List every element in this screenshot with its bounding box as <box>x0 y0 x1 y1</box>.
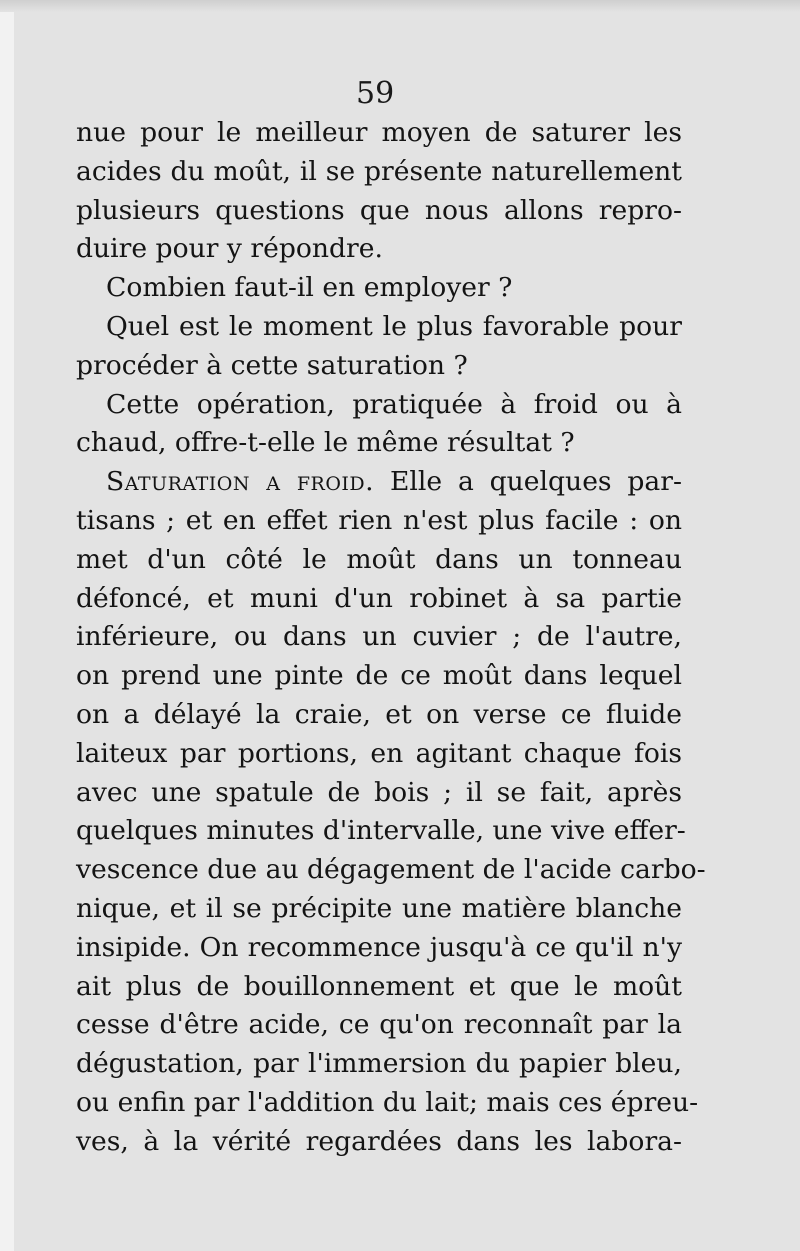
text-line: insipide. On recommence jusqu'à ce qu'il n'y <box>76 931 682 963</box>
question-line: Combien faut-il en employer ? <box>106 272 513 304</box>
text-line: laiteux par portions, en agitant chaque fois <box>76 737 682 769</box>
page-left-margin <box>0 0 14 1251</box>
text-line: chaud, offre-t-elle le même résultat ? <box>76 427 575 459</box>
text-line: nique, et il se précipite une matière blanche <box>76 892 682 924</box>
page-top-shadow <box>0 0 800 12</box>
text-line: dégustation, par l'immersion du papier bleu, <box>76 1048 682 1080</box>
text-line: défoncé, et muni d'un robinet à sa partie <box>76 582 682 614</box>
text-fragment: Elle a quelques par- <box>389 466 682 498</box>
text-line: plusieurs questions que nous allons repro- <box>76 194 682 226</box>
text-line: on a délayé la craie, et on verse ce fluide <box>76 698 682 730</box>
text-line: nue pour le meilleur moyen de saturer les <box>76 117 682 148</box>
text-line: inférieure, ou dans un cuvier ; de l'autre, <box>76 621 682 653</box>
section-heading-line <box>76 463 682 502</box>
text-line: procéder à cette saturation ? <box>76 349 468 381</box>
text-line: cesse d'être acide, ce qu'on reconnaît par la <box>76 1009 682 1041</box>
section-heading: Saturation a froid. <box>106 466 375 498</box>
question-line: Cette opération, pratiquée à froid ou à <box>106 388 682 420</box>
text-line: quelques minutes d'intervalle, une vive effer- <box>76 815 686 847</box>
question-line: Quel est le moment le plus favorable pour <box>106 310 682 342</box>
body-text <box>76 114 706 1162</box>
page-number: 59 <box>356 76 395 111</box>
text-line: on prend une pinte de ce moût dans lequel <box>76 660 682 692</box>
text-line: acides du moût, il se présente naturellement <box>76 155 682 187</box>
text-line: duire pour y répondre. <box>76 233 383 265</box>
text-line: ves, à la vérité regardées dans les labora- <box>76 1125 682 1157</box>
text-line: tisans ; et en effet rien n'est plus facile : on <box>76 504 682 536</box>
text-line: avec une spatule de bois ; il se fait, après <box>76 776 682 808</box>
text-line: met d'un côté le moût dans un tonneau <box>76 543 682 575</box>
text-line: ait plus de bouillonnement et que le moût <box>76 970 682 1002</box>
text-line: ou enfin par l'addition du lait; mais ces épreu- <box>76 1086 699 1118</box>
text-line: vescence due au dégagement de l'acide carbo- <box>76 854 706 886</box>
